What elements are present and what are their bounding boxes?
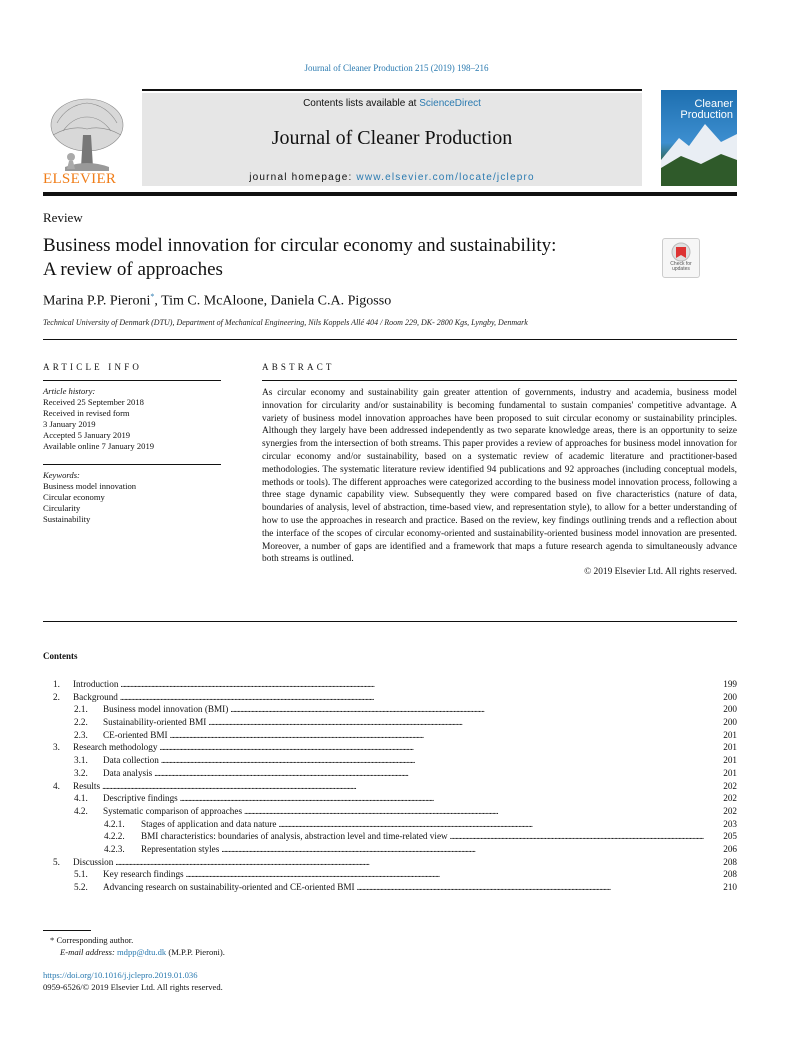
cover-title-line2: Production xyxy=(680,109,733,121)
toc-row[interactable] xyxy=(43,691,737,704)
title-line1: Business model innovation for circular economy and sustainability: xyxy=(43,235,557,256)
email-label: E-mail address: xyxy=(60,947,115,957)
toc-label[interactable]: CE-oriented BMI xyxy=(103,729,168,740)
article-type: Review xyxy=(43,210,83,225)
toc-number: 3.1. xyxy=(74,755,88,766)
toc-label[interactable]: Key research findings xyxy=(103,869,184,880)
header-bottom-rule xyxy=(43,192,737,196)
toc-row[interactable] xyxy=(43,881,737,894)
toc-page-number[interactable]: 208 xyxy=(723,869,737,880)
toc-page-number[interactable]: 200 xyxy=(723,704,737,715)
toc-leader-dots xyxy=(450,830,722,843)
history-revised-date: 3 January 2019 xyxy=(43,419,96,429)
toc-page-number[interactable]: 205 xyxy=(723,831,737,842)
toc-leader-dots xyxy=(159,741,721,754)
toc-leader-dots xyxy=(180,792,721,805)
toc-label[interactable]: Introduction xyxy=(73,679,119,689)
contents-available-line xyxy=(142,98,642,109)
toc-row[interactable] xyxy=(43,830,737,843)
history-revised: Received in revised form xyxy=(43,408,130,418)
header-top-rule xyxy=(142,89,642,91)
history-received: Received 25 September 2018 xyxy=(43,397,144,407)
toc-label[interactable]: Descriptive findings xyxy=(103,793,178,804)
corresponding-footnote xyxy=(50,935,133,946)
keyword-4: Sustainability xyxy=(43,514,91,524)
toc-row[interactable] xyxy=(43,767,737,780)
toc-row[interactable] xyxy=(43,868,737,881)
abstract-bottom-rule xyxy=(43,621,737,622)
badge-line1: Check for xyxy=(670,261,692,267)
toc-number: 1. xyxy=(53,679,60,689)
toc-leader-dots xyxy=(120,691,721,704)
toc-leader-dots xyxy=(230,703,721,716)
toc-page-number[interactable]: 199 xyxy=(723,679,737,689)
toc-number: 3. xyxy=(53,742,60,753)
author-1[interactable]: Marina P.P. Pieroni xyxy=(43,293,151,309)
toc-label[interactable]: Representation styles xyxy=(141,843,220,854)
toc-row[interactable] xyxy=(43,729,737,742)
toc-number: 4.2.3. xyxy=(104,843,125,854)
check-for-updates-badge[interactable] xyxy=(662,238,700,278)
toc-leader-dots xyxy=(120,678,721,691)
abstract-rule xyxy=(262,380,737,381)
history-online: Available online 7 January 2019 xyxy=(43,441,155,451)
toc-label[interactable]: Data analysis xyxy=(103,767,153,778)
toc-page-number[interactable]: 201 xyxy=(723,742,737,753)
toc-number: 2.1. xyxy=(74,704,88,715)
toc-number: 4.1. xyxy=(74,793,88,804)
toc-label[interactable]: Sustainability-oriented BMI xyxy=(103,717,207,728)
toc-row[interactable] xyxy=(43,741,737,754)
toc-label[interactable]: Data collection xyxy=(103,755,159,766)
toc-label[interactable]: Advancing research on sustainability-oriented and CE-oriented BMI xyxy=(103,882,355,892)
toc-page-number[interactable]: 201 xyxy=(723,767,737,778)
publisher-name: ELSEVIER xyxy=(43,171,117,187)
toc-number: 2. xyxy=(53,691,60,702)
toc-label[interactable]: Discussion xyxy=(73,856,114,867)
footnote-mark: * xyxy=(50,935,55,945)
cover-title xyxy=(680,99,733,121)
sciencedirect-link[interactable]: ScienceDirect xyxy=(419,98,481,109)
toc-label[interactable]: Stages of application and data nature xyxy=(141,818,277,829)
doi-line xyxy=(43,970,198,981)
toc-row[interactable] xyxy=(43,856,737,869)
article-info-heading: ARTICLE INFO xyxy=(43,362,143,372)
toc-leader-dots xyxy=(186,868,722,881)
history-label: Article history: xyxy=(43,386,96,396)
keywords-rule xyxy=(43,464,221,465)
toc-page-number[interactable]: 203 xyxy=(723,818,737,829)
toc-number: 5. xyxy=(53,856,60,867)
abstract-copyright: © 2019 Elsevier Ltd. All rights reserved. xyxy=(584,567,737,578)
history-accepted: Accepted 5 January 2019 xyxy=(43,430,131,440)
badge-line2: updates xyxy=(672,266,690,272)
toc-leader-dots xyxy=(170,729,722,742)
toc-page-number[interactable]: 206 xyxy=(723,843,737,854)
toc-row[interactable] xyxy=(43,716,737,729)
footnote-rule xyxy=(43,930,91,931)
title-line2: A review of approaches xyxy=(43,259,223,280)
homepage-prefix: journal homepage: xyxy=(249,172,357,183)
toc-page-number[interactable]: 200 xyxy=(723,717,737,728)
journal-cover-image xyxy=(661,90,737,186)
toc-row[interactable] xyxy=(43,843,737,856)
toc-page-number[interactable]: 200 xyxy=(723,691,737,702)
toc-leader-dots xyxy=(115,856,721,869)
authors xyxy=(43,292,391,310)
toc-number: 4. xyxy=(53,780,60,791)
keywords xyxy=(43,470,136,525)
toc-leader-dots xyxy=(102,780,721,793)
keyword-3: Circularity xyxy=(43,503,81,513)
journal-homepage-line xyxy=(142,172,642,183)
corresponding-label: Corresponding author. xyxy=(56,935,134,945)
toc-leader-dots xyxy=(208,716,721,729)
toc-number: 4.2.1. xyxy=(104,818,125,829)
toc-row[interactable] xyxy=(43,754,737,767)
toc-page-number[interactable]: 201 xyxy=(723,729,737,740)
homepage-link[interactable]: www.elsevier.com/locate/jclepro xyxy=(356,172,535,183)
toc-leader-dots xyxy=(278,818,721,831)
keyword-1: Business model innovation xyxy=(43,481,137,491)
email-footnote xyxy=(60,947,225,958)
toc-row[interactable] xyxy=(43,818,737,831)
toc-number: 4.2. xyxy=(74,805,88,816)
toc-page-number[interactable]: 201 xyxy=(723,755,737,766)
cover-title-line1: Cleaner xyxy=(694,98,733,110)
toc-label[interactable]: Results xyxy=(73,780,101,791)
toc-page-number[interactable]: 202 xyxy=(723,793,737,804)
toc-label[interactable]: Research methodology xyxy=(73,742,158,753)
badge-text xyxy=(663,262,699,272)
toc-number: 3.2. xyxy=(74,767,88,778)
affiliation: Technical University of Denmark (DTU), Department of Mechanical Engineering, Nils Koppels Allé 404 / Room 229, DK- 2800 Kgs, Lyngby, Denmark xyxy=(43,318,528,327)
email-link[interactable]: mdpp@dtu.dk xyxy=(116,947,167,957)
abstract-body xyxy=(262,387,737,579)
toc-number: 2.3. xyxy=(74,729,88,740)
toc-row[interactable] xyxy=(43,780,737,793)
other-authors: , Tim C. McAloone, Daniela C.A. Pigosso xyxy=(154,293,392,309)
journal-title: Journal of Cleaner Production xyxy=(271,127,513,149)
issn-line: 0959-6526/© 2019 Elsevier Ltd. All rights reserved. xyxy=(43,982,223,992)
abstract-heading: ABSTRACT xyxy=(262,362,335,372)
authors-rule xyxy=(43,339,737,340)
article-info-rule xyxy=(43,380,221,381)
email-name: (M.P.P. Pieroni). xyxy=(168,947,225,957)
toc-page-number[interactable]: 210 xyxy=(723,882,737,892)
contents-heading: Contents xyxy=(43,651,78,661)
toc-number: 2.2. xyxy=(74,717,88,728)
toc-page-number[interactable]: 208 xyxy=(723,856,737,867)
article-title xyxy=(43,234,643,282)
toc-page-number[interactable]: 202 xyxy=(723,780,737,791)
toc-number: 5.1. xyxy=(74,869,88,880)
check-updates-icon xyxy=(663,241,699,263)
toc-leader-dots xyxy=(221,843,721,856)
toc-row[interactable] xyxy=(43,792,737,805)
toc-row[interactable] xyxy=(43,678,737,691)
abstract-text: As circular economy and sustainability gain greater attention of governments, industry and academia, business model innovation for circularity and/or sustainability is becoming fundamental to sustain companies' competitive advantage. A variety of business model innovation approaches have been proposed to suit circular economy or sustainability principles. Although they largely have been addressed independently as two separate knowledge areas, there is an opportunity to seize synergies from the intersection of both streams. This paper provides a review of approaches for business model innovation for circular economy and/or sustainability, based on a systematic review of academic literature and practitioner-based methodologies. The systematic literature review identified 94 publications and 92 approaches (including conceptual models, methods or tools). The different approaches were categorized according to the business model innovation process, following a three stage dynamic capability view. Subsequently they were compared based on five characteristics (nature of data, boundaries of analysis, level of abstraction, time-based view, and representation style), to allow for a better understanding of how to use the approaches in research and practice. Based on the review, key findings outlining trends and a reflection about the interface of the scopes of circular economy-oriented and sustainability-oriented business model innovation are presented. Moreover, a number of gaps are identified and a framework that maps a future research agenda to simultaneously advance both streams is outlined. xyxy=(262,388,737,565)
toc-label[interactable]: Business model innovation (BMI) xyxy=(103,704,229,715)
table-of-contents xyxy=(43,678,737,894)
toc-leader-dots xyxy=(161,754,721,767)
corresponding-mark[interactable]: * xyxy=(150,292,155,301)
toc-row[interactable] xyxy=(43,805,737,818)
toc-page-number[interactable]: 202 xyxy=(723,805,737,816)
toc-number: 5.2. xyxy=(74,882,88,892)
article-history xyxy=(43,386,154,452)
doi-link[interactable]: https://doi.org/10.1016/j.jclepro.2019.01.036 xyxy=(43,970,198,980)
toc-label[interactable]: Background xyxy=(73,691,118,702)
toc-row[interactable] xyxy=(43,703,737,716)
journal-reference[interactable]: Journal of Cleaner Production 215 (2019) 198–216 xyxy=(304,63,489,73)
toc-label[interactable]: BMI characteristics: boundaries of analysis, abstraction level and time-related view xyxy=(141,831,448,842)
toc-leader-dots xyxy=(154,767,721,780)
contents-prefix: Contents lists available at xyxy=(303,98,420,109)
keywords-label: Keywords: xyxy=(43,470,80,480)
toc-leader-dots xyxy=(244,805,721,818)
toc-number: 4.2.2. xyxy=(104,831,125,842)
toc-label[interactable]: Systematic comparison of approaches xyxy=(103,805,243,816)
toc-leader-dots xyxy=(357,881,722,894)
keyword-2: Circular economy xyxy=(43,492,105,502)
